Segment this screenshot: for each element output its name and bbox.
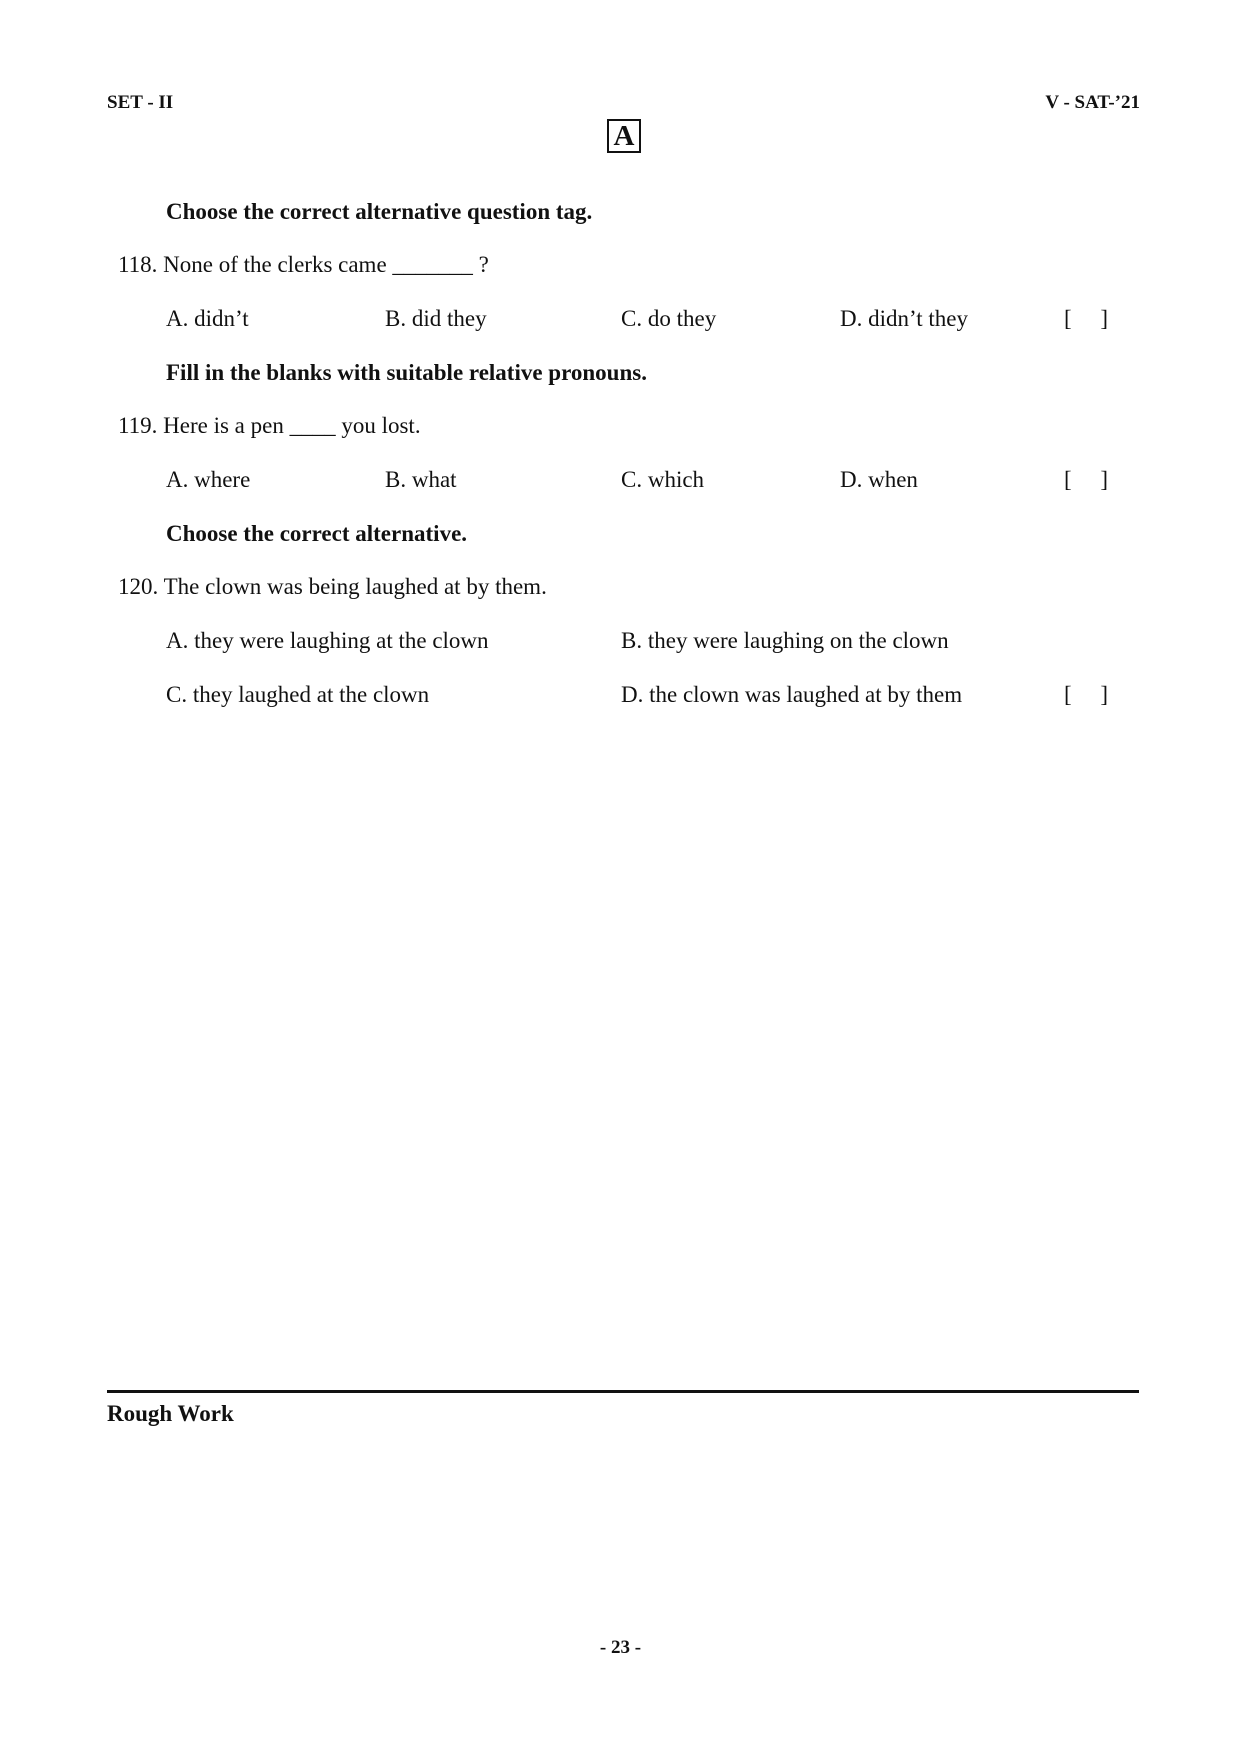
page-number: - 23 -: [599, 1637, 642, 1658]
q120-option-d: D. the clown was laughed at by them: [621, 682, 963, 707]
instruction-relative-pronouns: Fill in the blanks with suitable relative pronouns.: [166, 360, 647, 385]
set-label: SET - II: [107, 92, 174, 113]
q118-option-a: A. didn’t: [166, 306, 249, 331]
q119-option-b: B. what: [385, 467, 457, 492]
q119-answer-bracket: [ ]: [1064, 467, 1109, 492]
question-119: 119. Here is a pen ____ you lost.: [118, 413, 421, 438]
instruction-correct-alternative: Choose the correct alternative.: [166, 521, 468, 546]
q118-option-d: D. didn’t they: [840, 306, 968, 331]
q118-option-c: C. do they: [621, 306, 717, 331]
question-120: 120. The clown was being laughed at by them.: [118, 574, 547, 599]
set-code-box: A: [607, 119, 641, 153]
q118-option-b: B. did they: [385, 306, 487, 331]
q120-option-c: C. they laughed at the clown: [166, 682, 430, 707]
q120-option-b: B. they were laughing on the clown: [621, 628, 949, 653]
q119-option-c: C. which: [621, 467, 705, 492]
exam-code: V - SAT-’21: [1045, 92, 1140, 113]
q119-option-d: D. when: [840, 467, 918, 492]
q120-answer-bracket: [ ]: [1064, 682, 1109, 707]
question-118: 118. None of the clerks came _______ ?: [118, 252, 489, 277]
instruction-question-tag: Choose the correct alternative question tag.: [166, 199, 593, 224]
q120-option-a: A. they were laughing at the clown: [166, 628, 489, 653]
q118-answer-bracket: [ ]: [1064, 306, 1109, 331]
rough-work-divider: [107, 1390, 1139, 1393]
q119-option-a: A. where: [166, 467, 251, 492]
rough-work-label: Rough Work: [107, 1401, 234, 1426]
